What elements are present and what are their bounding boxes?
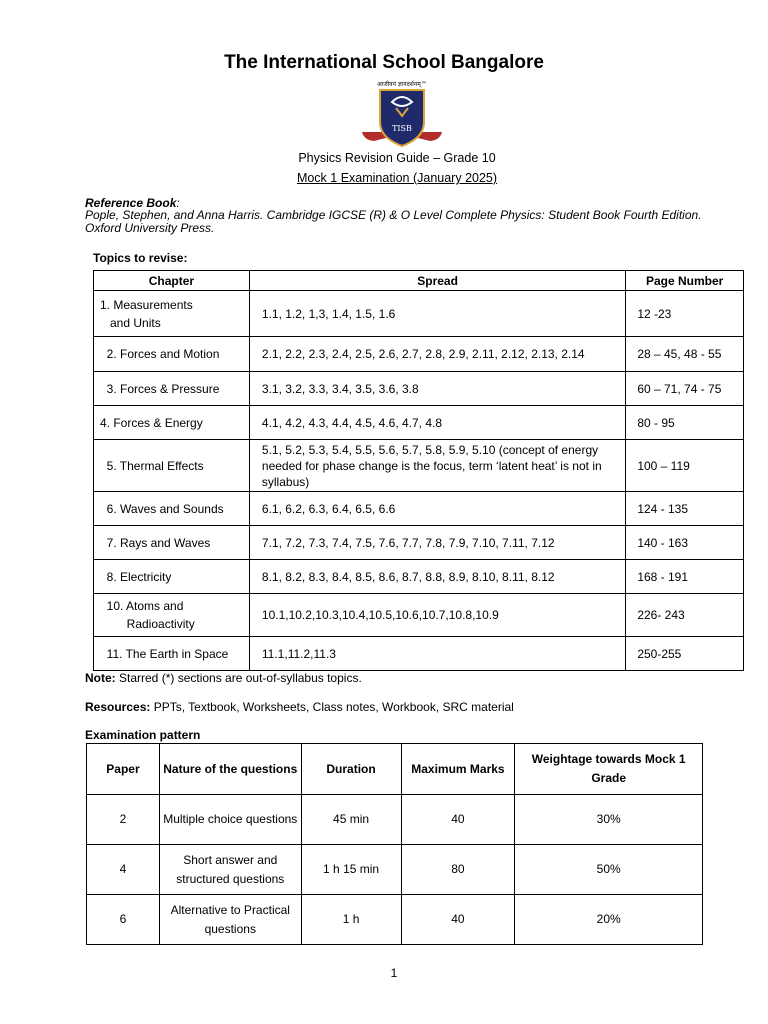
table-row — [94, 526, 744, 560]
page-cell: 250-255 — [626, 637, 744, 671]
spread-cell: 8.1, 8.2, 8.3, 8.4, 8.5, 8.6, 8.7, 8.8, 8.9, 8.10, 8.11, 8.12 — [249, 560, 625, 594]
note-text: Starred (*) sections are out-of-syllabus topics. — [115, 671, 362, 685]
weight-cell: 50% — [515, 845, 703, 895]
note-label: Note: — [85, 671, 116, 685]
chapter-cell: 7. Rays and Waves — [94, 526, 250, 560]
exam-pattern-label: Examination pattern — [85, 728, 201, 742]
exam-header-row — [87, 744, 703, 795]
header-nature: Nature of the questions — [159, 744, 301, 795]
spread-cell: 6.1, 6.2, 6.3, 6.4, 6.5, 6.6 — [249, 492, 625, 526]
table-row — [94, 372, 744, 406]
spread-cell: 4.1, 4.2, 4.3, 4.4, 4.5, 4.6, 4.7, 4.8 — [249, 406, 625, 440]
table-row — [94, 406, 744, 440]
chapter-cell: 6. Waves and Sounds — [94, 492, 250, 526]
spread-cell: 5.1, 5.2, 5.3, 5.4, 5.5, 5.6, 5.7, 5.8, 5.9, 5.10 (concept of energy needed for phase change is the focus, term ‘latent heat’ is not in syllabus) — [249, 440, 625, 492]
spread-cell: 10.1,10.2,10.3,10.4,10.5,10.6,10.7,10.8,10.9 — [249, 594, 625, 637]
header-paper: Paper — [87, 744, 160, 795]
resources-label: Resources: — [85, 700, 151, 714]
chapter-cell: 4. Forces & Energy — [94, 406, 250, 440]
page-cell: 60 – 71, 74 - 75 — [626, 372, 744, 406]
chapter-cell: 10. Atoms and Radioactivity — [94, 594, 250, 637]
spread-cell: 3.1, 3.2, 3.3, 3.4, 3.5, 3.6, 3.8 — [249, 372, 625, 406]
page-cell: 140 - 163 — [626, 526, 744, 560]
school-crest-icon — [352, 88, 452, 148]
duration-cell: 1 h 15 min — [301, 845, 401, 895]
document-subtitle: Physics Revision Guide – Grade 10 — [298, 151, 496, 165]
header-page-number: Page Number — [626, 271, 744, 291]
marks-cell: 40 — [401, 795, 515, 845]
chapter-cell: 3. Forces & Pressure — [94, 372, 250, 406]
nature-cell: Short answer and structured questions — [159, 845, 301, 895]
nature-cell: Alternative to Practical questions — [159, 895, 301, 945]
nature-cell: Multiple choice questions — [159, 795, 301, 845]
marks-cell: 80 — [401, 845, 515, 895]
table-row — [94, 291, 744, 337]
header-max-marks: Maximum Marks — [401, 744, 515, 795]
page-cell: 80 - 95 — [626, 406, 744, 440]
duration-cell: 1 h — [301, 895, 401, 945]
resources-text: PPTs, Textbook, Worksheets, Class notes, Workbook, SRC material — [150, 700, 514, 714]
note-line — [85, 671, 362, 685]
chapter-cell: 5. Thermal Effects — [94, 440, 250, 492]
spread-cell: 2.1, 2.2, 2.3, 2.4, 2.5, 2.6, 2.7, 2.8, 2.9, 2.11, 2.12, 2.13, 2.14 — [249, 337, 625, 372]
page-cell: 168 - 191 — [626, 560, 744, 594]
table-row — [94, 560, 744, 594]
school-title: The International School Bangalore — [224, 52, 544, 73]
paper-cell: 4 — [87, 845, 160, 895]
spread-cell: 11.1,11.2,11.3 — [249, 637, 625, 671]
header-chapter: Chapter — [94, 271, 250, 291]
school-logo — [352, 80, 452, 146]
weight-cell: 30% — [515, 795, 703, 845]
table-row — [94, 594, 744, 637]
paper-cell: 6 — [87, 895, 160, 945]
resources-line — [85, 700, 514, 714]
page-cell: 12 -23 — [626, 291, 744, 337]
header-weightage: Weightage towards Mock 1 Grade — [515, 744, 703, 795]
page-cell: 28 – 45, 48 - 55 — [626, 337, 744, 372]
chapter-cell: 11. The Earth in Space — [94, 637, 250, 671]
page-cell: 226- 243 — [626, 594, 744, 637]
header-spread: Spread — [249, 271, 625, 291]
table-row — [87, 845, 703, 895]
reference-text: Pople, Stephen, and Anna Harris. Cambridge IGCSE (R) & O Level Complete Physics: Student Book Fourth Edition. Oxford University Press. — [85, 208, 702, 235]
marks-cell: 40 — [401, 895, 515, 945]
duration-cell: 45 min — [301, 795, 401, 845]
exam-pattern-table — [86, 743, 703, 945]
spread-cell: 7.1, 7.2, 7.3, 7.4, 7.5, 7.6, 7.7, 7.8, 7.9, 7.10, 7.11, 7.12 — [249, 526, 625, 560]
table-row — [87, 795, 703, 845]
chapter-cell: 1. Measurements and Units — [94, 291, 250, 337]
exam-name: Mock 1 Examination (January 2025) — [296, 171, 498, 185]
chapter-cell: 8. Electricity — [94, 560, 250, 594]
svg-text:TISB: TISB — [392, 124, 412, 133]
page-cell: 124 - 135 — [626, 492, 744, 526]
table-row — [87, 895, 703, 945]
reference-label: Reference Book: — [85, 196, 180, 210]
school-motto: आजीवनं ज्ञानदर्शनम्™ — [377, 81, 427, 88]
topics-table — [93, 270, 744, 671]
header-duration: Duration — [301, 744, 401, 795]
paper-cell: 2 — [87, 795, 160, 845]
topics-header-row — [94, 271, 744, 291]
weight-cell: 20% — [515, 895, 703, 945]
table-row — [94, 440, 744, 492]
page-number: 1 — [390, 966, 398, 980]
table-row — [94, 637, 744, 671]
topics-label: Topics to revise: — [93, 251, 188, 265]
table-row — [94, 337, 744, 372]
table-row — [94, 492, 744, 526]
page-cell: 100 – 119 — [626, 440, 744, 492]
chapter-cell: 2. Forces and Motion — [94, 337, 250, 372]
spread-cell: 1.1, 1.2, 1,3, 1.4, 1.5, 1.6 — [249, 291, 625, 337]
